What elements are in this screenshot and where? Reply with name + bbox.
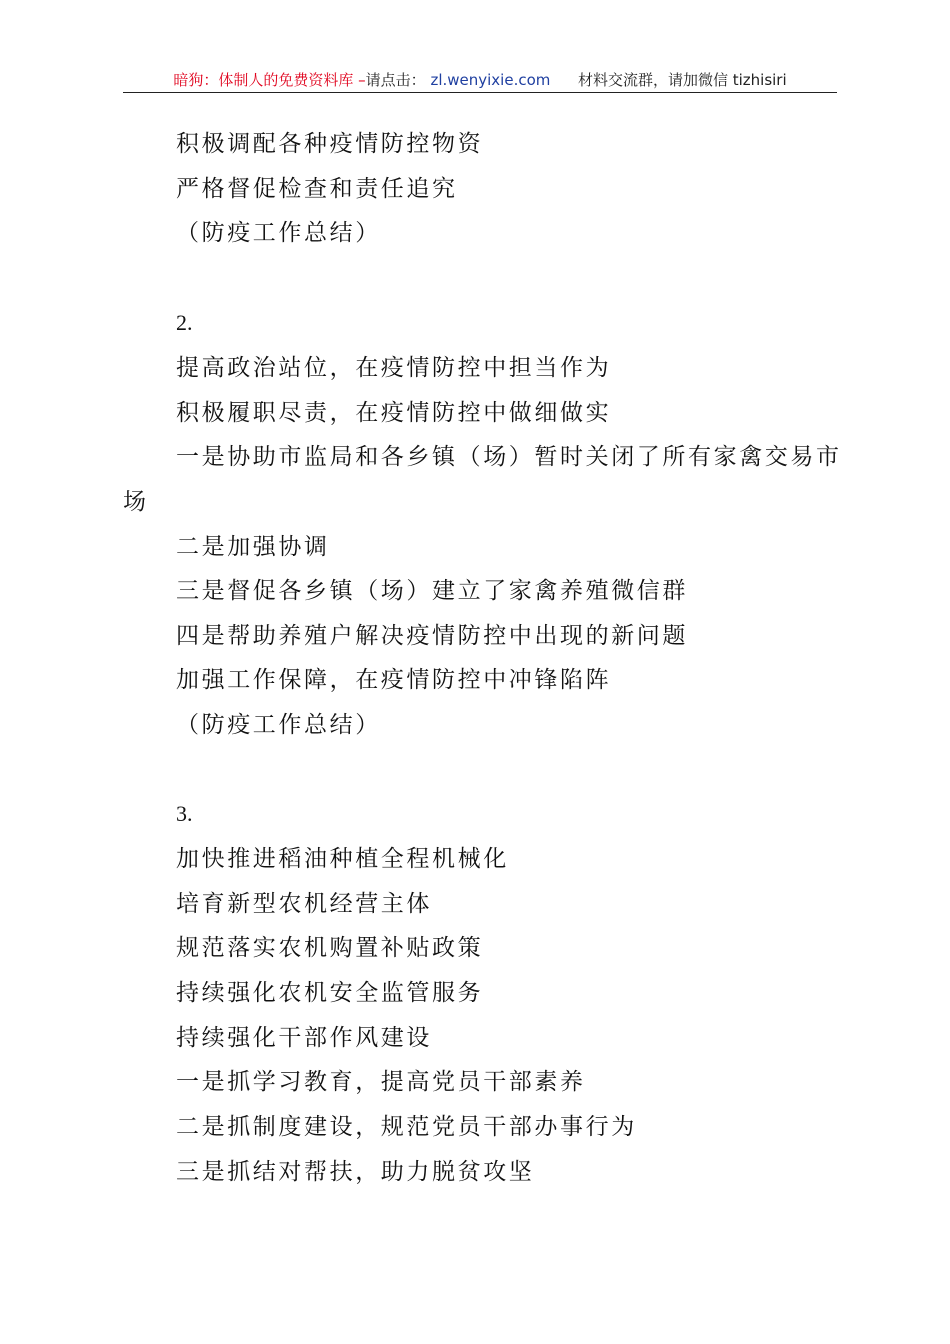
section1-line-1: 积极调配各种疫情防控物资: [176, 131, 484, 157]
header-cta: 请点击：: [365, 71, 426, 89]
section2-line-3-continued: 场: [123, 489, 149, 515]
section2-line-6: 四是帮助养殖户解决疫情防控中出现的新问题: [176, 623, 688, 649]
section3-line-6: 一是抓学习教育，提高党员干部素养: [176, 1069, 586, 1095]
section3-line-8: 三是抓结对帮扶，助力脱贫攻坚: [176, 1159, 535, 1185]
section2-line-1: 提高政治站位，在疫情防控中担当作为: [176, 355, 612, 381]
section2-line-4: 二是加强协调: [176, 534, 330, 560]
header-group-text: 材料交流群，请加微信 tizhisiri: [577, 71, 787, 89]
section3-line-7: 二是抓制度建设，规范党员干部办事行为: [176, 1114, 637, 1140]
section3-number: 3.: [176, 801, 193, 826]
section2-number: 2.: [176, 310, 193, 335]
section2-line-8: （防疫工作总结）: [176, 712, 381, 738]
section3-line-2: 培育新型农机经营主体: [176, 891, 432, 917]
header-dash: –: [358, 71, 366, 89]
header-url-link[interactable]: zl.wenyixie.com: [430, 71, 551, 89]
section2-line-2: 积极履职尽责，在疫情防控中做细做实: [176, 400, 612, 426]
section3-line-4: 持续强化农机安全监管服务: [176, 980, 484, 1006]
section1-line-2: 严格督促检查和责任追究: [176, 176, 458, 202]
section3-line-1: 加快推进稻油种植全程机械化: [176, 846, 509, 872]
section3-line-5: 持续强化干部作风建设: [176, 1025, 432, 1051]
section2-line-3: 一是协助市监局和各乡镇（场）暂时关闭了所有家禽交易市: [176, 444, 842, 470]
page-header: [123, 68, 837, 93]
section1-line-3: （防疫工作总结）: [176, 220, 381, 246]
section3-line-3: 规范落实农机购置补贴政策: [176, 935, 484, 961]
header-brand: 暗狗：体制人的免费资料库: [173, 71, 354, 89]
section2-line-7: 加强工作保障，在疫情防控中冲锋陷阵: [176, 667, 612, 693]
section2-line-5: 三是督促各乡镇（场）建立了家禽养殖微信群: [176, 578, 688, 604]
